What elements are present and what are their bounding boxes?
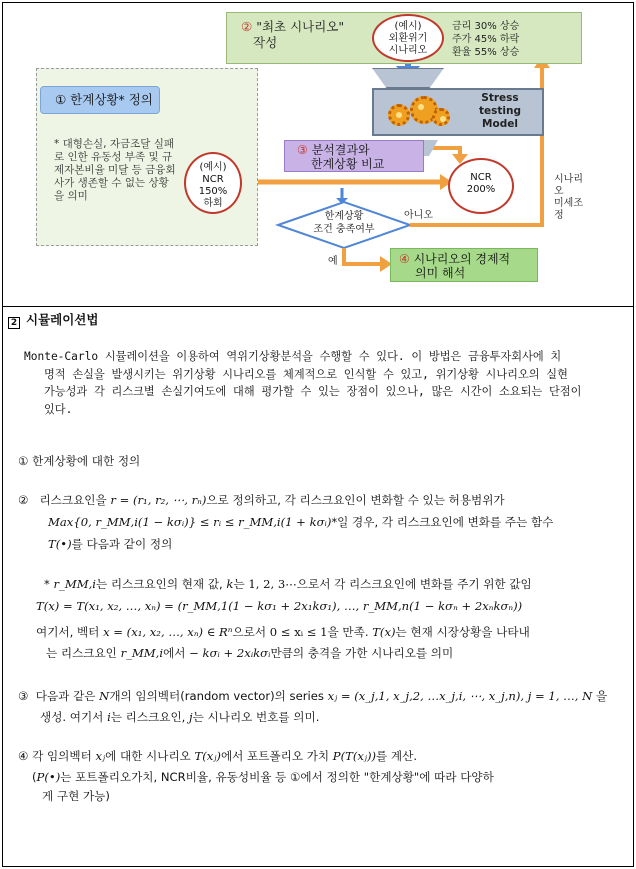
item-3: ③ 다음과 같은 N개의 임의벡터(random vector)의 series xⱼ = (x_j,1, x_j,2, …x_j,i, ⋯, x_j,n), j = 1, …, N 을 생성. 여기서 i는 리스크요인, j는 시나리오 번호를 의미. [18,689,608,724]
stress-testing-model [372,88,544,136]
step2-label: ② "최초 시나리오" 작성 [241,19,345,50]
yes-label: 예 [328,256,338,267]
item-1: ① 한계상황에 대한 정의 [18,454,141,468]
gear-icon [388,104,410,126]
intro-paragraph: Monte-Carlo 시뮬레이션을 이용하여 역위기상황분석을 수행할 수 있다. 이 방법은 금융투자회사에 치 명적 손실을 발생시키는 위기상황 시나리오를 체계적으로 인식할 수 있고, 위기상황 시나리오의 실현 가능성과 각 리스크별 손실기여도에 대해 평가할 수 있는 장점이 있으나, 많은 시간이 소요되는 단점이 있다. [24,350,582,416]
no-label: 아니오 [404,210,433,221]
gear-icon [432,108,450,126]
ncr-threshold-oval: (예시) NCR 150% 하회 [184,152,242,214]
item-2: ② 리스크요인을 r = (r₁, r₂, ⋯, rₙ)으로 정의하고, 각 리스크요인이 변화할 수 있는 허용범위가 Max{0, r_MM,i(1 − kσᵢ)} ≤ rᵢ ≤ r_MM,i(1 + kσᵢ)*일 경우, 각 리스크요인에 변화를 주는 함수 T(•)를 다음과 같이 정의 [18,493,554,551]
section-divider [2,306,634,307]
model-label: Stress testing Model [479,92,521,130]
ncr-result-oval: NCR 200% [448,158,514,214]
decision-label: 한계상황 조건 충족여부 [313,211,375,235]
scenario-oval: (예시) 외환위기 시나리오 [372,14,444,62]
reverse-stress-test-diagram [20,6,592,298]
section-title: 2 시뮬레이션법 [8,312,98,329]
step2-number: ② [241,19,253,34]
note-line: * r_MM,i는 리스크요인의 현재 값, k는 1, 2, 3⋯으로서 각 리스크요인에 변화를 주기 위한 값임 [44,577,532,591]
step4-pill: ④ 시나리오의 경제적 의미 해석 [390,248,538,282]
transform-formula: T(x) = T(x₁, x₂, …, xₙ) = (r_MM,1(1 − kσ₁ + 2x₁kσ₁), …, r_MM,n(1 − kσₙ + 2xₙkσₙ)) [36,599,523,613]
section-marker: 2 [8,317,20,329]
step1-pill: ① 한계상황* 정의 [40,86,160,114]
risk-vector: r = (r₁, r₂, ⋯, rₙ) [110,493,207,507]
where-paragraph: 여기서, 벡터 x = (x₁, x₂, …, xₙ) ∈ Rⁿ으로서 0 ≤ xᵢ ≤ 1을 만족. T(x)는 현재 시장상황을 나타내 는 리스크요인 r_MM,i에서 − kσᵢ + 2xᵢkσᵢ만큼의 충격을 가한 시나리오를 의미 [36,625,530,660]
range-formula: Max{0, r_MM,i(1 − kσᵢ)} ≤ rᵢ ≤ r_MM,i(1 + kσᵢ) [48,515,332,529]
item-4: ④ 각 임의벡터 xⱼ에 대한 시나리오 T(xⱼ)에서 포트폴리오 가치 P(T(xⱼ))를 계산. (P(•)는 포트폴리오가치, NCR비율, 유동성비율 등 ①에서 정의한 "한계상황"에 따라 다양하 게 구현 가능) [18,749,494,803]
adjust-label: 시나리오 미세조정 [554,174,583,221]
scenario-params: 금리 30% 상승 주가 45% 하락 환율 55% 상승 [452,21,520,58]
step3-pill: ③ 분석결과와 한계상황 비교 [284,140,424,172]
definition-note: * 대형손실, 자금조달 실패로 인한 유동성 부족 및 규제자본비율 미달 등 금융회사가 생존할 수 없는 상황을 의미 [54,138,176,202]
random-vector-series: xⱼ = (x_j,1, x_j,2, …x_j,i, ⋯, x_j,n), j = 1, …, N [327,689,593,703]
